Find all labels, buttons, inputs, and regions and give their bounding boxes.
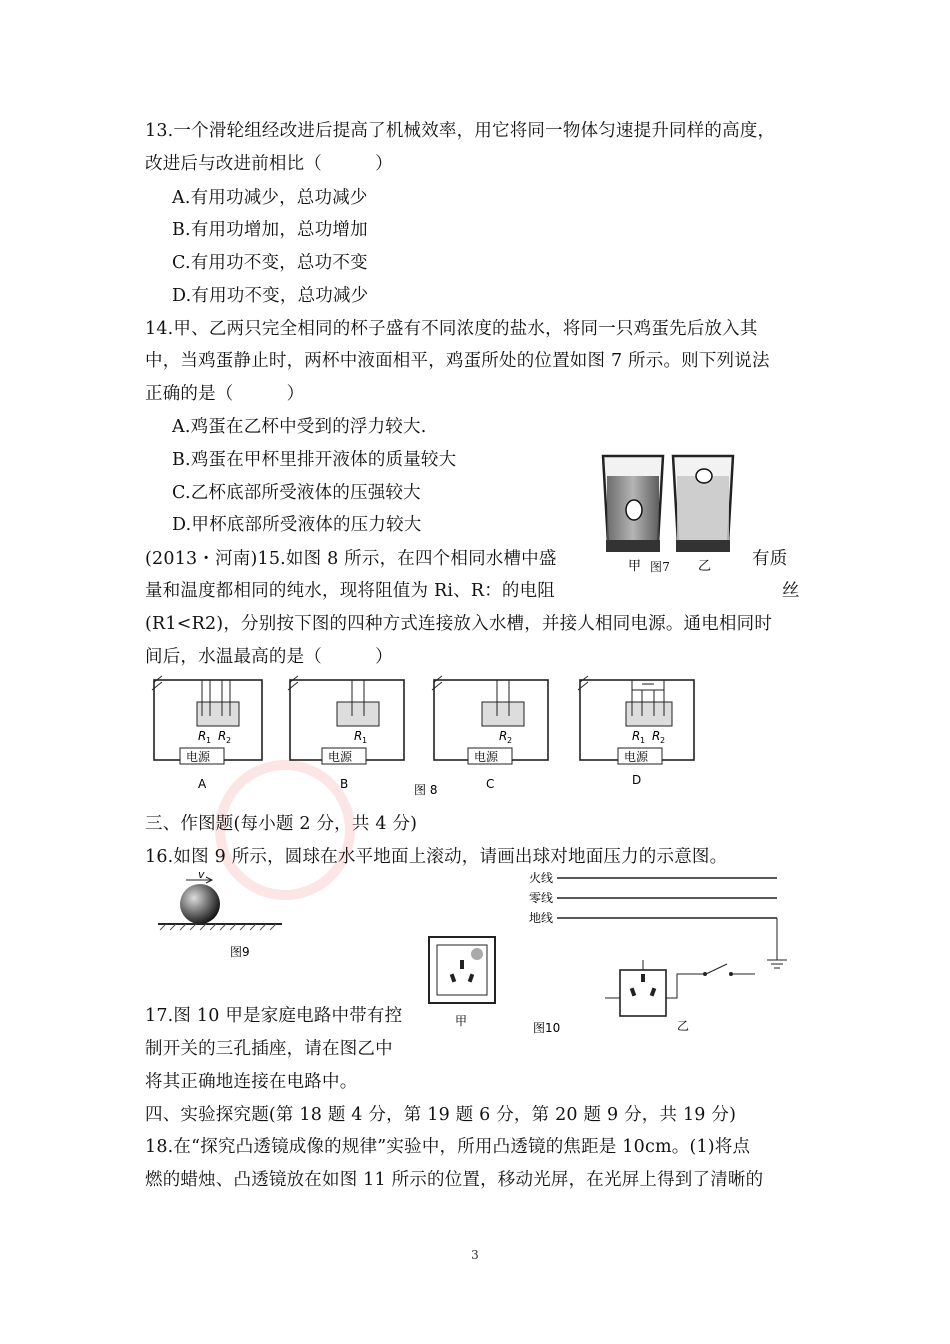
q13-option-c: C.有用功不变，总功不变 [172,253,368,273]
label-jia-10: 甲 [455,1014,468,1028]
velocity-label: v [198,868,205,881]
q18-line2: 燃的蜡烛、凸透镜放在如图 11 所示的位置，移动光屏，在光屏上得到了清晰的 [145,1170,764,1190]
q13-option-b: B.有用功增加，总功增加 [172,220,368,240]
figure-9-ball [150,868,290,963]
section-3-title: 三、作图题(每小题 2 分，共 4 分) [145,814,418,834]
circuit-a [152,676,262,791]
circuit-b-label: B [340,777,349,791]
circuit-b [288,676,404,791]
q14-stem-line3: 正确的是（ ） [145,384,305,404]
circuit-a-source: 电源 [186,750,211,764]
page-number: 3 [471,1248,479,1262]
q17-line2: 制开关的三孔插座，请在图乙中 [145,1039,393,1059]
figure-10-caption: 图10 [533,1021,561,1035]
circuit-d-label: D [632,773,642,787]
q17-line3: 将其正确地连接在电路中。 [145,1072,358,1092]
svg-text:R: R [218,729,227,743]
q15-line2-left: 量和温度都相同的纯水，现将阻值为 Ri、R：的电阻 [145,581,556,601]
circuit-c [432,676,548,791]
q14-option-b: B.鸡蛋在甲杯里排开液体的质量较大 [172,450,457,470]
figure-10-circuit [425,862,800,1042]
circuit-b-source: 电源 [328,750,353,764]
q17-line1: 17.图 10 甲是家庭电路中带有控 [145,1006,403,1026]
figure-9-caption: 图9 [230,945,250,959]
q18-line1: 18.在“探究凸透镜成像的规律”实验中，所用凸透镜的焦距是 10cm。(1)将点 [145,1137,751,1157]
live-wire-label: 火线 [529,871,554,885]
circuit-c-label: C [486,777,495,791]
q15-line1-right: 有质 [752,549,788,569]
label-yi-10: 乙 [677,1019,690,1033]
svg-text:R: R [198,729,207,743]
svg-text:R: R [632,729,641,743]
q13-option-d: D.有用功不变，总功减少 [172,286,369,306]
svg-text:1: 1 [206,736,212,745]
neutral-wire-label: 零线 [529,891,554,905]
svg-text:1: 1 [640,736,646,745]
svg-text:1: 1 [362,736,368,745]
figure-8-caption: 图 8 [414,783,438,797]
egg-yi [696,469,712,483]
switch [706,964,727,974]
q15-line4: 间后，水温最高的是（ ） [145,647,393,667]
section-4-title: 四、实验探究题(第 18 题 4 分，第 19 题 6 分，第 20 题 9 分，共 19 分) [145,1105,737,1125]
ground-symbol [767,918,787,968]
figure-7-caption: 图7 [650,560,671,574]
svg-text:R: R [354,729,363,743]
svg-text:2: 2 [226,736,232,745]
q14-option-a: A.鸡蛋在乙杯中受到的浮力较大. [172,417,427,437]
svg-text:R: R [652,729,661,743]
q14-option-c: C.乙杯底部所受液体的压强较大 [172,483,421,503]
svg-text:2: 2 [507,736,513,745]
circuit-d-source: 电源 [624,750,649,764]
circuit-a-label: A [198,777,207,791]
q15-line2-right: 丝 [782,581,800,601]
q16-stem: 16.如图 9 所示，圆球在水平地面上滚动，请画出球对地面压力的示意图。 [145,847,728,867]
q14-option-d: D.甲杯底部所受液体的压力较大 [172,515,422,535]
q13-stem-line2: 改进后与改进前相比（ ） [145,154,393,174]
q14-stem-line2: 中，当鸡蛋静止时，两杯中液面相平，鸡蛋所处的位置如图 7 所示。则下列说法 [145,351,770,371]
q13-option-a: A.有用功减少，总功减少 [172,188,368,208]
circuit-d [578,676,694,787]
label-jia: 甲 [628,559,642,574]
ground-wire-label: 地线 [529,911,554,925]
svg-text:2: 2 [660,736,666,745]
circuit-c-source: 电源 [474,750,499,764]
q14-stem-line1: 14.甲、乙两只完全相同的杯子盛有不同浓度的盐水，将同一只鸡蛋先后放入其 [145,319,758,339]
q13-stem-line1: 13.一个滑轮组经改进后提高了机械效率，用它将同一物体匀速提升同样的高度， [145,121,776,141]
q15-line3: (R1<R2)，分别按下图的四种方式连接放入水槽，并接人相同电源。通电相同时 [145,614,773,634]
q15-line1-left: (2013・河南)15.如图 8 所示，在四个相同水槽中盛 [145,549,557,569]
socket-jia [429,937,495,1003]
figure-8-circuits [142,672,702,797]
ball [180,884,220,924]
label-yi: 乙 [698,559,712,574]
egg-jia [626,500,642,520]
svg-text:R: R [499,729,508,743]
